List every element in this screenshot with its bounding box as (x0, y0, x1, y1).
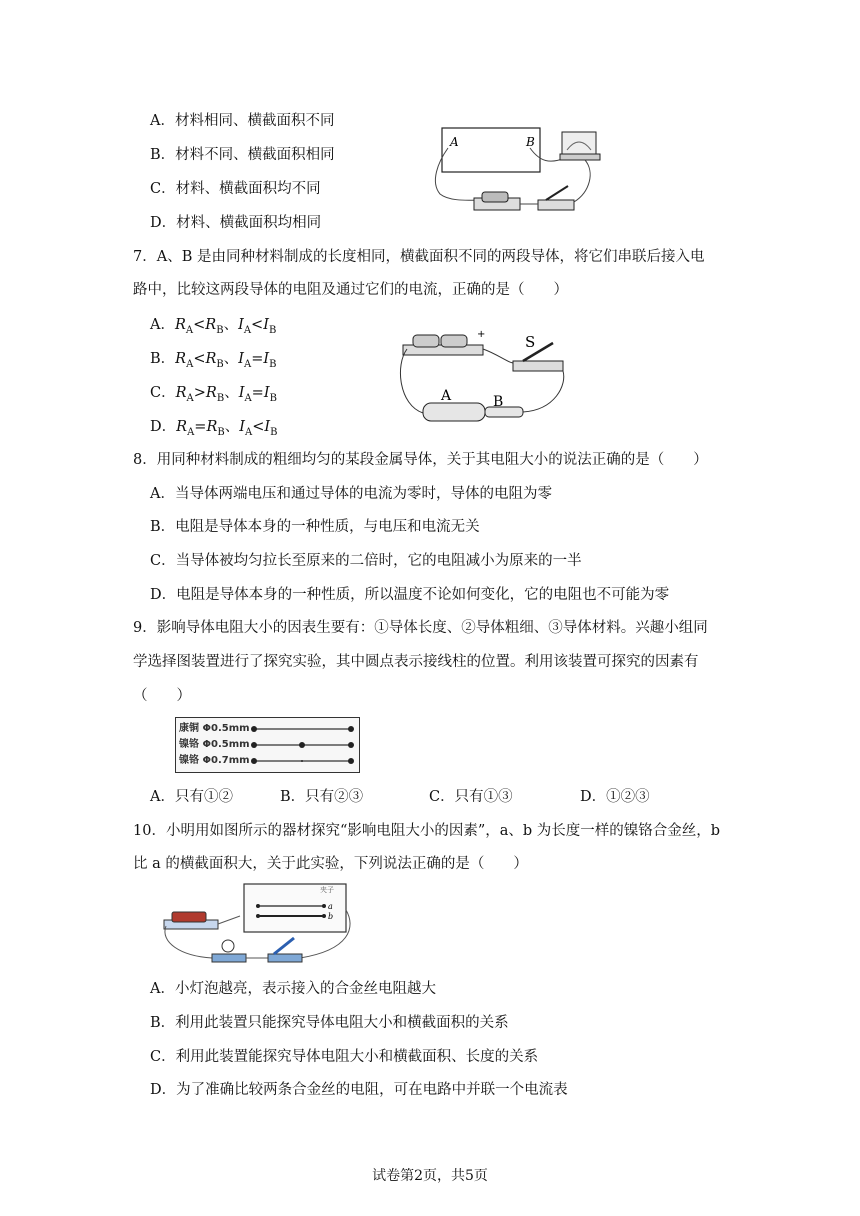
q9-stem-line3: （ ） (133, 688, 191, 704)
q9-option-c: C．只有①③ (429, 789, 513, 805)
battery-icon (403, 329, 485, 355)
q7-option-a: A．$R_A<R_B$、$I_A<I_B$ (150, 317, 277, 336)
battery-icon (474, 192, 520, 210)
q10-circuit-figure (160, 882, 360, 967)
q7-option-b: B．$R_A<R_B$、$I_A=I_B$ (150, 351, 277, 370)
board-row-2-label: 镍铬 Φ0.5mm (179, 739, 250, 750)
battery-icon (164, 912, 218, 929)
board-row-3-label: 镍铬 Φ0.7mm (179, 755, 250, 766)
q7-fig-label-b: B (493, 394, 504, 410)
q9-stem-line1: 9．影响导体电阻大小的因表生要有：①导体长度、②导体粗细、③导体材料。兴趣小组同 (133, 620, 708, 636)
q10-stem-line1: 10．小明用如图所示的器材探究“影响电阻大小的因素”，a、b 为长度一样的镍铬合金丝，b (133, 823, 721, 839)
q7-option-d: D．$R_A=R_B$、$I_A<I_B$ (150, 419, 278, 438)
bulb-icon (212, 940, 246, 962)
q9-wire-board (175, 717, 360, 773)
q6-option-b: B．材料不同、横截面积相同 (150, 147, 335, 163)
q9-stem-line2: 学选择图装置进行了探究实验，其中圆点表示接线柱的位置。利用该装置可探究的因素有 (133, 654, 699, 670)
q8-stem: 8．用同种材料制成的粗细均匀的某段金属导体，关于其电阻大小的说法正确的是（ ） (133, 452, 708, 468)
q10-option-b: B．利用此装置只能探究导体电阻大小和横截面积的关系 (150, 1015, 509, 1031)
q7-circuit-figure (395, 325, 575, 425)
q10-fig-label-a: a (328, 902, 333, 911)
switch-icon (538, 186, 574, 210)
q8-option-a: A．当导体两端电压和通过导体的电流为零时，导体的电阻为零 (150, 486, 552, 502)
q8-option-c: C．当导体被均匀拉长至原来的二倍时，它的电阻减小为原来的一半 (150, 553, 582, 569)
q7-option-c: C．$R_A>R_B$、$I_A=I_B$ (150, 385, 277, 404)
q10-option-a: A．小灯泡越亮，表示接入的合金丝电阻越大 (150, 981, 436, 997)
switch-icon (268, 938, 302, 962)
q8-option-b: B．电阻是导体本身的一种性质，与电压和电流无关 (150, 519, 480, 535)
q6-option-d: D．材料、横截面积均相同 (150, 215, 322, 231)
ammeter-icon (560, 132, 600, 160)
q10-option-c: C．利用此装置能探究导体电阻大小和横截面积、长度的关系 (150, 1049, 539, 1065)
switch-icon (513, 333, 563, 371)
conductor-ab-icon (423, 388, 523, 421)
q9-option-d: D．①②③ (580, 789, 650, 805)
q8-option-d: D．电阻是导体本身的一种性质，所以温度不论如何变化，它的电阻也不可能为零 (150, 587, 670, 603)
q7-fig-label-s: S (525, 333, 536, 351)
q6-fig-label-b: B (526, 135, 535, 149)
q6-option-a: A．材料相同、横截面积不同 (150, 113, 335, 129)
svg-text:+: + (477, 329, 486, 340)
board-row-1-label: 康铜 Φ0.5mm (179, 723, 250, 734)
q9-option-a: A．只有①② (150, 789, 233, 805)
q10-stem-line2: 比 a 的横截面积大，关于此实验，下列说法正确的是（ ） (133, 856, 528, 872)
page-footer: 试卷第2页，共5页 (372, 1168, 488, 1184)
q10-fig-label-b: b (328, 912, 334, 921)
q7-stem-line1: 7．A、B 是由同种材料制成的长度相同，横截面积不同的两段导体，将它们串联后接入电 (133, 249, 705, 265)
q10-fig-label-clip: 夹子 (320, 886, 334, 894)
board-wires (176, 718, 359, 772)
q9-option-b: B．只有②③ (280, 789, 364, 805)
q6-option-c: C．材料、横截面积均不同 (150, 181, 321, 197)
q6-fig-label-a: A (450, 135, 459, 149)
q7-fig-label-a: A (441, 388, 452, 404)
q10-option-d: D．为了准确比较两条合金丝的电阻，可在电路中并联一个电流表 (150, 1082, 568, 1098)
q6-circuit-figure (430, 122, 605, 217)
q7-stem-line2: 路中，比较这两段导体的电阻及通过它们的电流，正确的是（ ） (133, 282, 568, 298)
